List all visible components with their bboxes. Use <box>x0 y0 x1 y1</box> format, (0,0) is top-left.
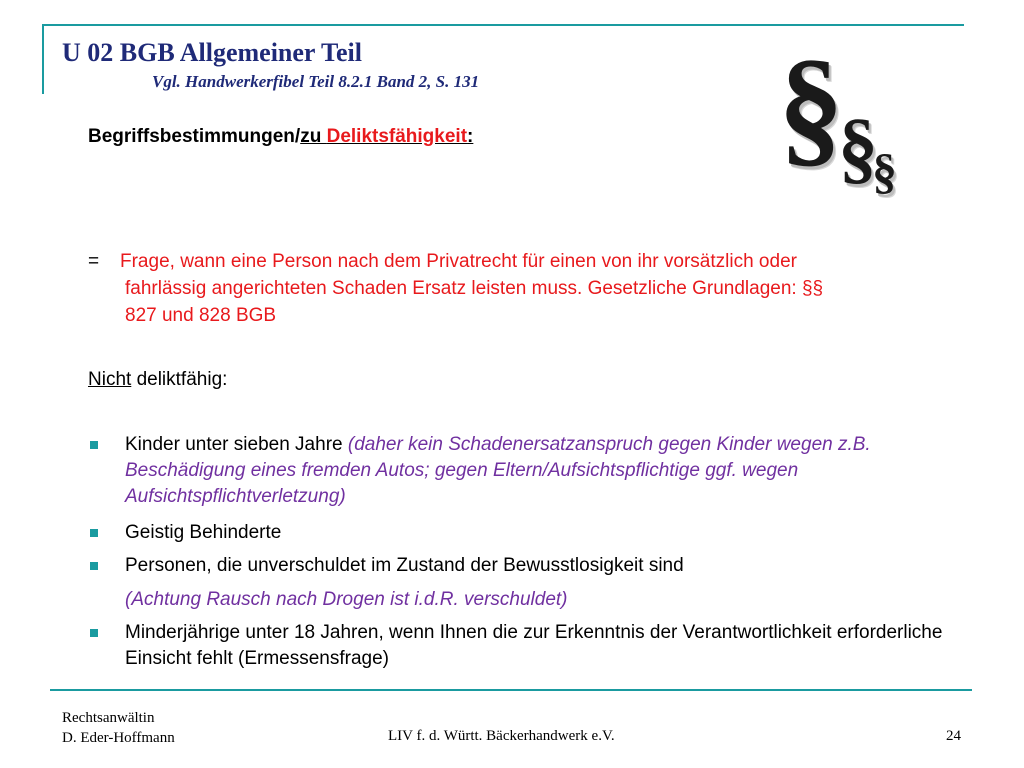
paragraph-icon-large: § <box>778 32 844 179</box>
not-liable-rest: deliktfähig: <box>131 369 228 390</box>
footer-organization: LIV f. d. Württ. Bäckerhandwerk e.V. <box>388 728 615 744</box>
list-item-text: Kinder unter sieben Jahre <box>125 434 348 455</box>
definition-line-2: fahrlässig angerichteten Schaden Ersatz leisten muss. Gesetzliche Grundlagen: §§ <box>125 278 824 299</box>
footer-author-title: Rechtsanwältin <box>62 710 155 726</box>
section-heading <box>88 126 473 148</box>
square-bullet-icon <box>90 529 98 537</box>
list-item-text: Minderjährige unter 18 Jahren, wenn Ihnen die zur Erkenntnis der Verantwortlichkeit erforderliche Einsicht fehlt (Ermessensfrage) <box>125 622 943 669</box>
footer-author-name: D. Eder-Hoffmann <box>62 730 175 746</box>
square-bullet-icon <box>90 562 98 570</box>
paragraph-icon-small: § <box>872 143 897 199</box>
page-number: 24 <box>946 728 961 744</box>
square-bullet-icon <box>90 629 98 637</box>
paragraph-icon-medium: § <box>838 104 878 192</box>
definition-line-3: 827 und 828 BGB <box>125 305 277 326</box>
definition-line-1: Frage, wann eine Person nach dem Privatrecht für einen von ihr vorsätzlich oder <box>120 251 797 272</box>
footer-rule <box>50 689 972 691</box>
heading-part-2: zu <box>300 126 327 147</box>
heading-part-1: Begriffsbestimmungen/ <box>88 126 301 147</box>
title-left-rule <box>42 26 44 94</box>
drugs-note: (Achtung Rausch nach Drogen ist i.d.R. verschuldet) <box>125 589 568 610</box>
definition-equals: = <box>88 251 100 272</box>
list-item-text: Personen, die unverschuldet im Zustand der Bewusstlosigkeit sind <box>125 555 684 576</box>
paragraph-symbols-logo <box>772 32 912 203</box>
heading-keyword: Deliktsfähigkeit <box>326 126 468 147</box>
definition-paragraph <box>88 248 968 329</box>
heading-colon: : <box>467 126 474 147</box>
not-liable-underlined: Nicht <box>88 369 132 390</box>
slide-subtitle: Vgl. Handwerkerfibel Teil 8.2.1 Band 2, S. 131 <box>152 72 480 91</box>
title-top-rule <box>42 24 964 26</box>
slide-title: U 02 BGB Allgemeiner Teil <box>62 38 362 67</box>
square-bullet-icon <box>90 441 98 449</box>
footer-author <box>62 708 175 748</box>
list-item-text: Geistig Behinderte <box>125 522 282 543</box>
list-item-note: (daher kein Schadenersatzanspruch gegen Kinder wegen z.B. Beschädigung eines fremden Autos; gegen Eltern/Aufsichtspflichtige ggf. wegen Aufsichtspflichtverletzung) <box>125 434 871 507</box>
not-liable-heading <box>88 369 227 391</box>
